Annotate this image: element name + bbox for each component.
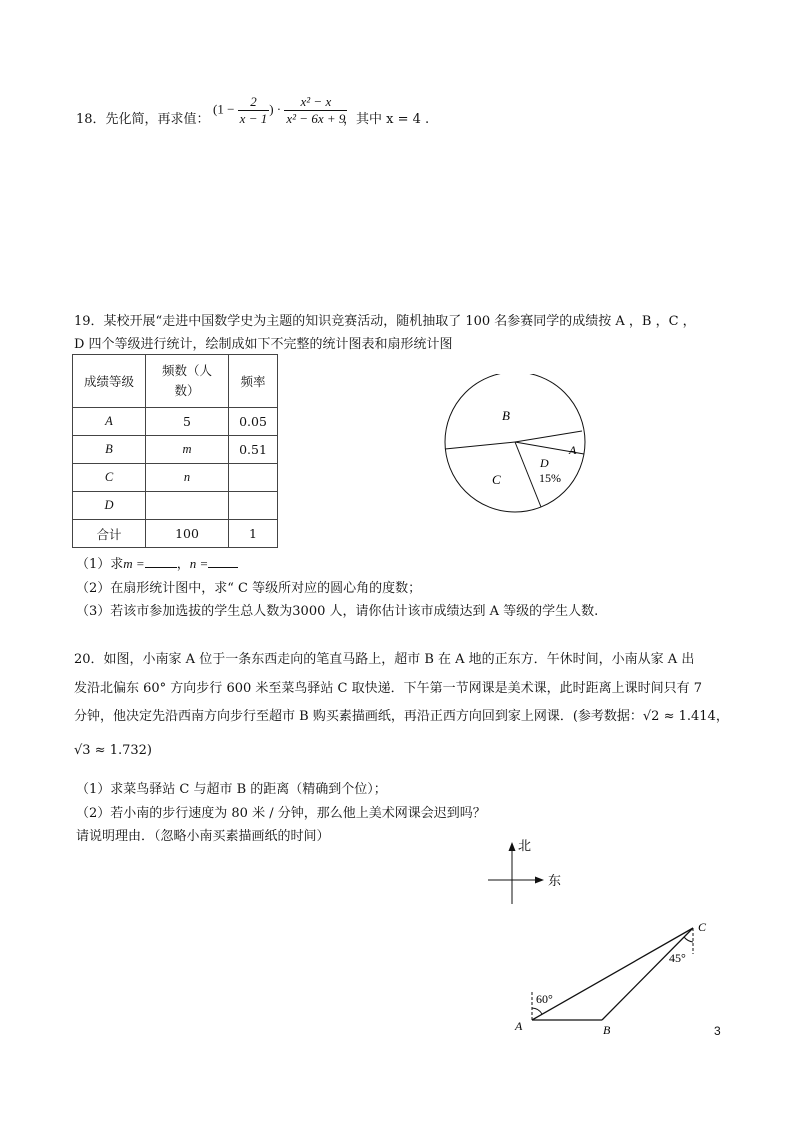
table-cell: 1 bbox=[229, 520, 278, 548]
table-cell bbox=[229, 464, 278, 492]
angle-60-label: 60° bbox=[536, 992, 553, 1006]
table-cell bbox=[229, 492, 278, 520]
pie-divider-b-a bbox=[515, 431, 582, 442]
table-row bbox=[73, 436, 278, 464]
point-b-label: B bbox=[603, 1023, 611, 1037]
north-arrow-icon bbox=[509, 842, 516, 851]
q18-fraction-2 bbox=[284, 94, 347, 127]
angle-45-label: 45° bbox=[669, 951, 686, 965]
east-arrow-icon bbox=[535, 877, 544, 884]
pie-label-c: C bbox=[492, 472, 501, 487]
table-row bbox=[73, 520, 278, 548]
q19-pie-chart bbox=[440, 374, 600, 514]
q20-geometry-figure bbox=[505, 912, 720, 1042]
q18-condition: ，其中 x = 4 . bbox=[343, 112, 430, 127]
pie-divider-d-c bbox=[515, 442, 541, 507]
q19-sub3: （3）若该市参加选拔的学生总人数为3000 人，请你估计该市成绩达到 A 等级的学生人数. bbox=[76, 604, 599, 619]
table-cell: 5 bbox=[146, 408, 229, 436]
pie-label-d-percent: 15% bbox=[539, 471, 561, 485]
q19-sub1: （1）求m = ，n = bbox=[76, 553, 238, 572]
table-cell: 0.51 bbox=[229, 436, 278, 464]
q19-sub2: （2）在扇形统计图中，求“ C 等级所对应的圆心角的度数； bbox=[76, 581, 422, 596]
q19-line1: 19．某校开展“走进中国数学史为主题的知识竞赛活动，随机抽取了 100 名参赛同学的成绩按 A ，B ，C ， bbox=[74, 314, 696, 329]
point-a-label: A bbox=[515, 1019, 523, 1033]
table-cell: m bbox=[146, 436, 229, 464]
q19-n-label: n = bbox=[189, 556, 209, 571]
table-row bbox=[73, 408, 278, 436]
pie-label-b: B bbox=[502, 408, 510, 423]
page-number: 3 bbox=[714, 1024, 721, 1038]
segment-bc bbox=[602, 928, 693, 1020]
table-header-cell: 成绩等级 bbox=[73, 355, 146, 408]
q19-line2: D 四个等级进行统计，绘制成如下不完整的统计图表和扇形统计图 bbox=[74, 337, 453, 352]
q18-prompt: 先化简，再求值： bbox=[105, 112, 210, 127]
q18-f2-num: x² − x bbox=[284, 94, 347, 111]
table-cell bbox=[146, 492, 229, 520]
point-c-label: C bbox=[698, 920, 707, 934]
compass-north-label: 北 bbox=[518, 838, 532, 853]
table-row bbox=[73, 464, 278, 492]
compass-diagram bbox=[485, 834, 565, 906]
answer-blank-n[interactable] bbox=[208, 555, 238, 568]
table-row bbox=[73, 492, 278, 520]
table-cell: D bbox=[73, 492, 146, 520]
q18-f1-den: x − 1 bbox=[239, 111, 268, 126]
pie-divider-b-c bbox=[445, 442, 515, 449]
table-cell: B bbox=[73, 436, 146, 464]
segment-ac bbox=[532, 928, 693, 1020]
compass-east-label: 东 bbox=[548, 873, 562, 888]
q20-line3: 分钟，他决定先沿西南方向步行至超市 B 购买素描画纸，再沿正西方向回到家上网课．(参考数据：√2 ≈ 1.414， bbox=[74, 709, 729, 724]
table-header-cell: 频率 bbox=[229, 355, 278, 408]
pie-label-d: D bbox=[540, 456, 549, 470]
table-cell: C bbox=[73, 464, 146, 492]
table-header-cell: 频数（人 数） bbox=[146, 355, 229, 408]
table-cell: n bbox=[146, 464, 229, 492]
q20-line1: 20．如图，小南家 A 位于一条东西走向的笔直马路上，超市 B 在 A 地的正东方．午休时间，小南从家 A 出 bbox=[74, 652, 695, 667]
q20-line4: √3 ≈ 1.732) bbox=[74, 743, 152, 758]
q20-sub3: 请说明理由．（忽略小南买素描画纸的时间） bbox=[76, 829, 330, 844]
angle-arc-60 bbox=[532, 1008, 542, 1014]
q18-line bbox=[76, 108, 210, 127]
q20-sub2: （2）若小南的步行速度为 80 米 / 分钟，那么他上美术网课会迟到吗？ bbox=[76, 806, 486, 821]
q20-line2: 发沿北偏东 60° 方向步行 600 米至菜鸟驿站 C 取快递．下午第一节网课是美术课，此时距离上课时间只有 7 bbox=[74, 681, 702, 696]
table-cell: 100 bbox=[146, 520, 229, 548]
q20-sub1: （1）求菜鸟驿站 C 与超市 B 的距离（精确到个位）； bbox=[76, 782, 387, 797]
pie-label-a: A bbox=[569, 443, 577, 457]
q18-expression: (1 − $\frac{2}{x - 1}$ ) · $\frac{\text{x² − x}}{\text{x² − 6x + 9}}$ bbox=[213, 94, 346, 126]
angle-arc-45 bbox=[684, 937, 693, 942]
q18-f2-den: x² − 6x + 9 bbox=[286, 111, 346, 126]
q18-fraction-1 bbox=[238, 94, 270, 127]
table-cell: 0.05 bbox=[229, 408, 278, 436]
q19-m-label: m = bbox=[123, 556, 145, 571]
answer-blank-m[interactable] bbox=[145, 555, 177, 568]
q19-frequency-table bbox=[72, 354, 278, 548]
q18-number: 18． bbox=[76, 112, 106, 127]
table-header-row bbox=[73, 355, 278, 408]
q18-f1-num: 2 bbox=[238, 94, 270, 111]
table-cell: 合计 bbox=[73, 520, 146, 548]
table-cell: A bbox=[73, 408, 146, 436]
